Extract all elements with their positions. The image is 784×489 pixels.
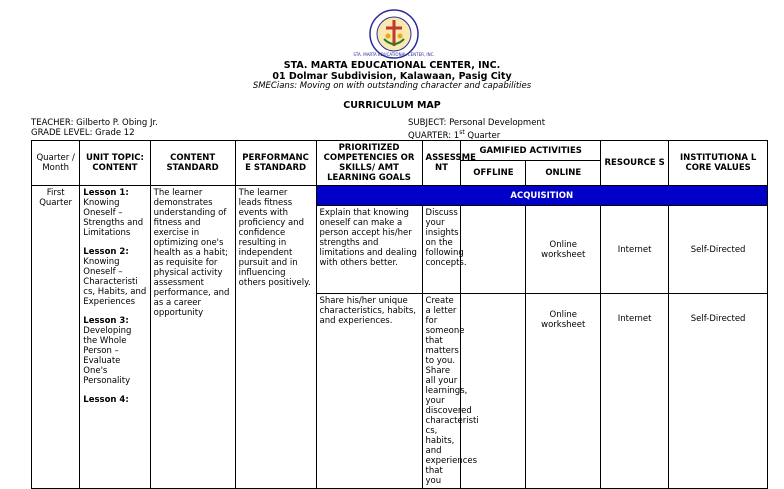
core-values-cell: Self-Directed [669,294,768,489]
content-standard-cell: The learner demonstrates understanding of fitness and exercise in optimizing one's health as a habit; as requisite for physical activity assessment performance, and as a career opportunity [150,186,235,489]
subject-label: SUBJECT: Personal Development [408,118,546,128]
online-cell: Online worksheet [526,206,601,294]
quarter-sup: st [459,129,465,136]
col-unit-topic: UNIT TOPIC: CONTENT [80,141,150,186]
col-online: ONLINE [526,161,601,186]
curriculum-map-table [31,140,768,489]
lesson-title: Lesson 4: [83,395,129,405]
school-seal-icon [353,9,435,59]
quarter-suffix: Quarter [464,130,501,141]
col-competencies: PRIORITIZED COMPETENCIES OR SKILLS/ AMT LEARNING GOALS [316,141,422,186]
lesson-desc: Knowing Oneself – Characteristi cs, Habits, and Experiences [83,257,147,307]
quarter-label [408,128,500,141]
assessment-cell: Discuss your insights on the following concepts. [422,206,461,294]
lesson-item [83,188,146,238]
quarter-cell: First Quarter [32,186,80,489]
grade-level-label: GRADE LEVEL: Grade 12 [31,128,135,138]
school-address: 01 Dolmar Subdivision, Kalawaan, Pasig City [272,71,512,82]
competency-cell: Share his/her unique characteristics, habits, and experiences. [316,294,422,489]
lesson-title: Lesson 2: [83,247,129,257]
teacher-label: TEACHER: Gilberto P. Obing Jr. [31,118,158,128]
performance-standard-cell: The learner leads fitness events with proficiency and confidence resulting in independent pursuit and in influencing others positively. [235,186,316,489]
resources-cell: Internet [601,206,669,294]
document-title: CURRICULUM MAP [343,100,441,111]
acquisition-banner: ACQUISITION [316,186,768,206]
assessment-cell: Create a letter for someone that matters to you. Share all your learnings, your discovered characteristi cs, habits, and experiences that you [422,294,461,489]
col-resources: RESOURCE S [601,141,669,186]
school-name: STA. MARTA EDUCATIONAL CENTER, INC. [283,60,501,71]
seal-text: STA. MARTA EDUCATIONAL CENTER, INC. [353,52,435,57]
col-gamified: GAMIFIED ACTIVITIES [461,141,601,161]
lesson-title: Lesson 1: [83,188,129,198]
col-offline: OFFLINE [461,161,526,186]
header-row [32,141,768,161]
resources-cell: Internet [601,294,669,489]
unit-topic-cell [80,186,150,489]
competency-cell: Explain that knowing oneself can make a person accept his/her strengths and limitations and dealing with others better. [316,206,422,294]
school-tagline: SMECians: Moving on with outstanding character and capabilities [252,81,532,91]
col-performance-standard: PERFORMANC E STANDARD [235,141,316,186]
col-content-standard: CONTENT STANDARD [150,141,235,186]
col-quarter: Quarter / Month [32,141,80,186]
lesson-item [83,316,146,386]
lesson-item [83,247,146,307]
col-core-values: INSTITUTIONA L CORE VALUES [669,141,768,186]
lesson-desc: Knowing Oneself – Strengths and Limitations [83,198,144,238]
core-values-cell: Self-Directed [669,206,768,294]
table-row [32,186,768,206]
lesson-desc: Developing the Whole Person – Evaluate One's Personality [83,326,132,386]
col-assessment: ASSESSME NT [422,141,461,186]
lesson-item [83,395,146,405]
online-cell: Online worksheet [526,294,601,489]
offline-cell [461,206,526,294]
lesson-title: Lesson 3: [83,316,129,326]
quarter-prefix: QUARTER: 1 [408,130,460,141]
